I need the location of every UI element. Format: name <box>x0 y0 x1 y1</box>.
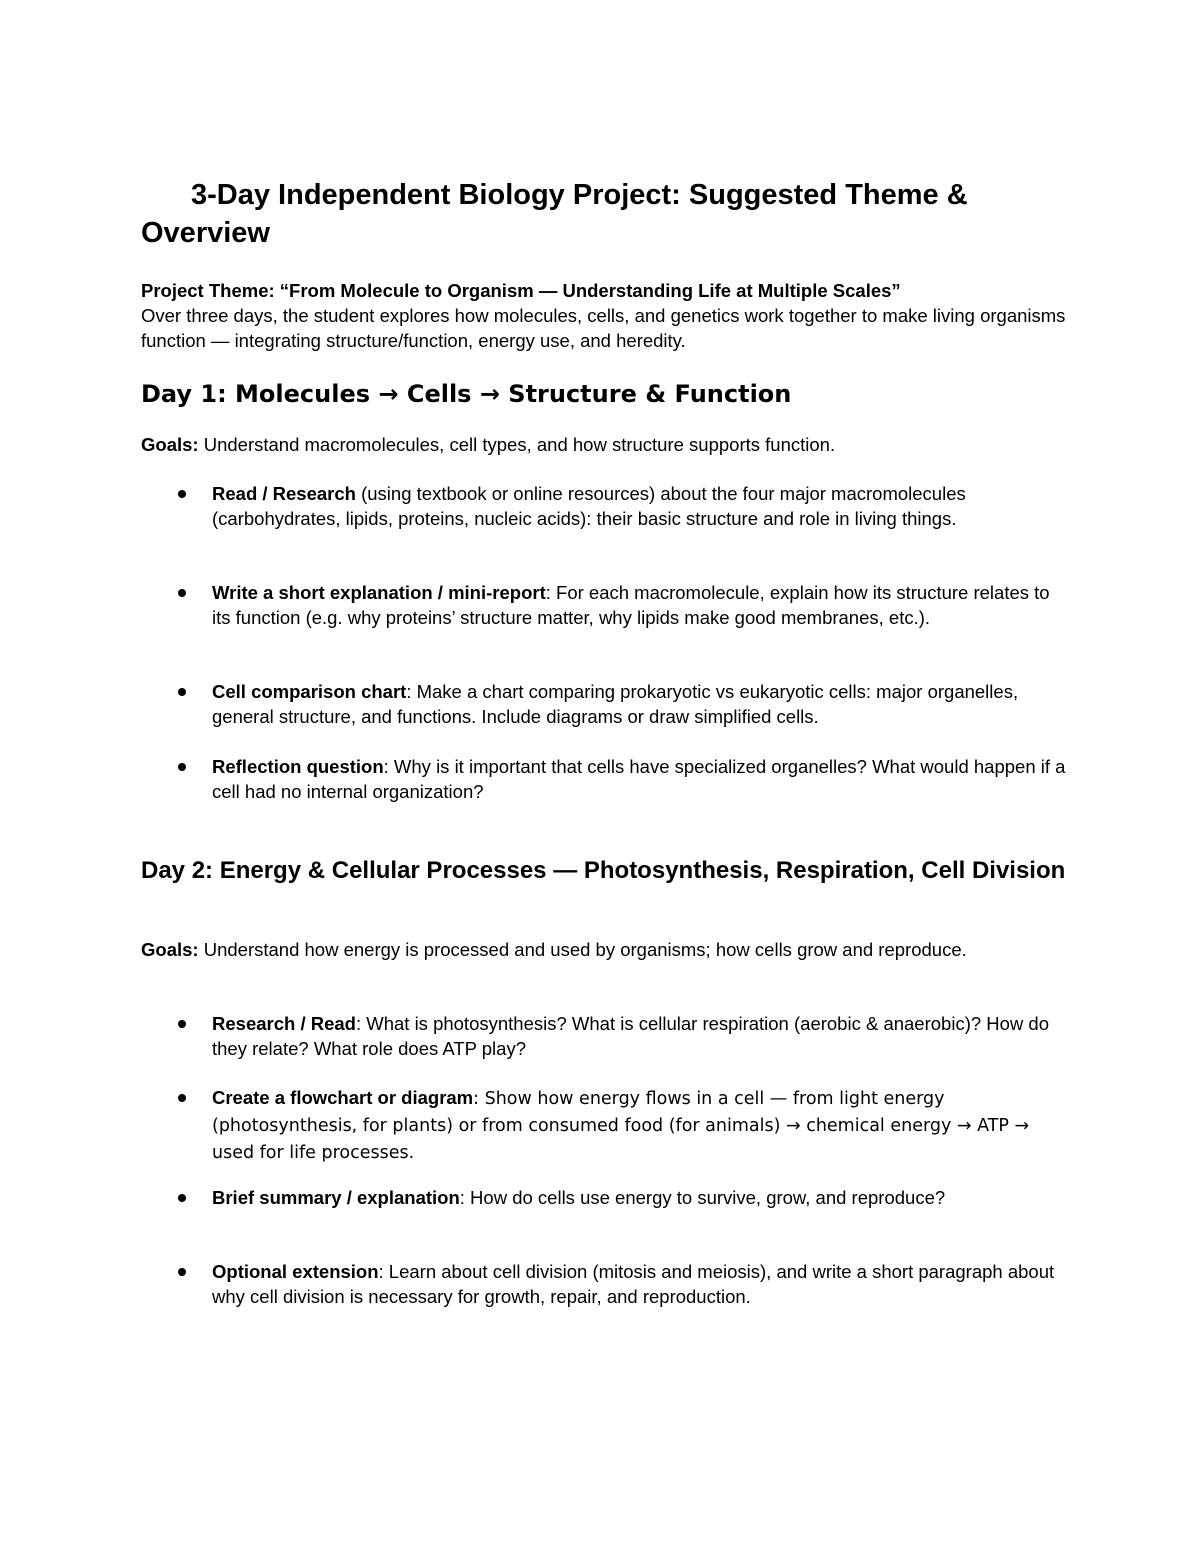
list-item-body: : How do cells use energy to survive, grow, and reproduce? <box>459 1187 946 1208</box>
day1-goals-label: Goals: <box>141 434 199 455</box>
day2-heading: Day 2: Energy & Cellular Processes — Photosynthesis, Respiration, Cell Division <box>141 857 1066 884</box>
list-item-text <box>212 679 1066 729</box>
list-item-lead: Reflection question <box>212 756 384 777</box>
day2-goals-text: Understand how energy is processed and used by organisms; how cells grow and reproduce. <box>198 939 967 960</box>
bullet-icon <box>178 490 186 498</box>
bullet-icon <box>178 763 186 771</box>
list-item-lead: Create a flowchart or diagram <box>212 1087 474 1108</box>
bullet-icon <box>178 1020 186 1028</box>
list-item-text <box>212 1259 1066 1309</box>
list-item-body: : Learn about cell division (mitosis and meiosis), and write a short paragraph about why cell division is necessary for growth, repair, and reproduction. <box>212 1261 1055 1307</box>
document-title: 3-Day Independent Biology Project: Suggested Theme & Overview <box>141 179 968 249</box>
list-item-lead: Read / Research <box>212 483 356 504</box>
list-item-lead: Optional extension <box>212 1261 379 1282</box>
day1-heading: Day 1: Molecules → Cells → Structure & Function <box>141 380 792 408</box>
list-item-lead: Cell comparison chart <box>212 681 407 702</box>
bullet-icon <box>178 1268 186 1276</box>
list-item-lead: Write a short explanation / mini-report <box>212 582 546 603</box>
bullet-icon <box>178 1194 186 1202</box>
day1-goals <box>141 432 1066 457</box>
list-item-text <box>212 1185 1066 1210</box>
list-item-body: : Make a chart comparing prokaryotic vs eukaryotic cells: major organelles, general structure, and functions. Include diagrams or draw simplified cells. <box>212 681 1019 727</box>
list-item-lead: Research / Read <box>212 1013 356 1034</box>
list-item-text <box>212 1011 1066 1061</box>
list-item-text <box>212 481 1066 531</box>
bullet-icon <box>178 688 186 696</box>
list-item-lead: Brief summary / explanation <box>212 1187 460 1208</box>
list-item-body: : For each macromolecule, explain how its structure relates to its function (e.g. why proteins’ structure matter, why lipids make good membranes, etc.). <box>212 582 1050 628</box>
project-theme-label: Project Theme: “From Molecule to Organism — Understanding Life at Multiple Scales” <box>141 280 901 301</box>
list-item-body: : Why is it important that cells have specialized organelles? What would happen if a cell had no internal organization? <box>212 756 1066 802</box>
bullet-icon <box>178 1094 186 1102</box>
list-item-body: : What is photosynthesis? What is cellular respiration (aerobic & anaerobic)? How do they relate? What role does ATP play? <box>212 1013 1050 1059</box>
list-item-text <box>212 1085 1066 1166</box>
project-theme <box>141 278 1066 353</box>
day1-goals-text: Understand macromolecules, cell types, and how structure supports function. <box>198 434 836 455</box>
project-theme-description: Over three days, the student explores how molecules, cells, and genetics work together to make living organisms function — integrating structure/function, energy use, and heredity. <box>141 305 1066 351</box>
list-item-body: (using textbook or online resources) about the four major macromolecules (carbohydrates, lipids, proteins, nucleic acids): their basic structure and role in living things. <box>212 483 966 529</box>
list-item-text <box>212 580 1066 630</box>
list-item-body: : Show how energy flows in a cell — from light energy (photosynthesis, for plants) or from consumed food (for animals) → chemical energy → ATP → used for life processes. <box>212 1089 1030 1163</box>
bullet-icon <box>178 589 186 597</box>
day2-goals <box>141 937 1066 962</box>
list-item-text <box>212 754 1066 804</box>
day2-goals-label: Goals: <box>141 939 199 960</box>
